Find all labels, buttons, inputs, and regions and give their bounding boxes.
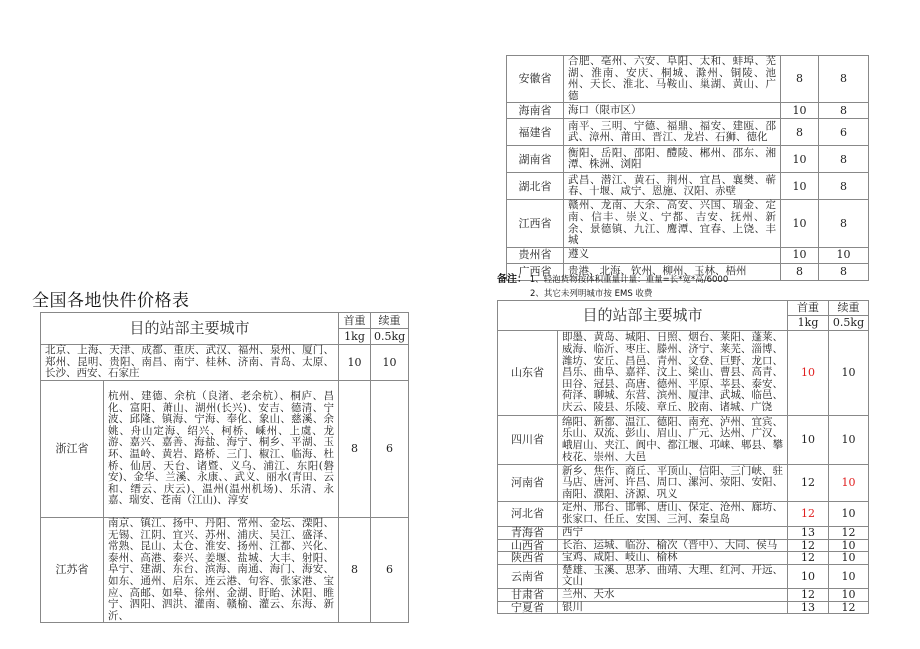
table-row — [498, 539, 869, 552]
cities: 合肥、亳州、六安、阜阳、太和、蚌埠、芜湖、淮南、安庆、桐城、滁州、铜陵、池州、天长、淮北、马鞍山、巢湖、黄山、广德 — [564, 56, 781, 103]
additional-price: 10 — [819, 247, 869, 263]
note-label: 备注： — [497, 274, 527, 285]
province: 贵州省 — [507, 247, 564, 263]
table-row — [507, 200, 869, 247]
first-price: 10 — [781, 146, 819, 173]
additional-price: 10 — [829, 502, 869, 527]
additional-price: 10 — [829, 539, 869, 552]
header-first-weight: 首重 — [788, 301, 829, 316]
table-row — [41, 345, 409, 381]
province: 山西省 — [498, 539, 558, 552]
cities: 南京、镇江、扬中、丹阳、常州、金坛、溧阳、无锡、江阴、宜兴、苏州、浦庆、吴江、盛泽、常熟、昆山、太仓、淮安、扬州、江都、兴化、泰州、高港、泰兴、姜堰、盐城、大丰、射阳、阜宁、建湖、东台、滨海、南通、海门、海安、如东、通州、启东、连云港、句容、张家港、宝应、高邮、如皋、徐州、金湖、盱眙、沭阳、睢宁、泗阳、泗洪、灌南、赣榆、灌云、东海、新沂、 — [104, 518, 339, 623]
province: 江苏省 — [41, 518, 104, 623]
table-row — [498, 502, 869, 527]
additional-price: 10 — [829, 465, 869, 502]
cities: 兰州、天水 — [558, 588, 788, 601]
cities: 定州、邢台、邯郸、唐山、保定、沧州、廊坊、张家口、任丘、安国、三河、秦皇岛 — [558, 502, 788, 527]
first-price: 10 — [781, 103, 819, 119]
province: 云南省 — [498, 564, 558, 588]
first-price: 12 — [788, 552, 829, 565]
price-table-top-right — [506, 55, 869, 281]
province: 陕西省 — [498, 552, 558, 565]
additional-price: 12 — [829, 601, 869, 614]
province: 湖南省 — [507, 146, 564, 173]
additional-price: 12 — [829, 527, 869, 540]
header-destination: 目的站部主要城市 — [41, 313, 339, 345]
additional-price: 8 — [819, 56, 869, 103]
header-additional-weight-unit: 0.5kg — [371, 329, 409, 345]
additional-price: 10 — [829, 416, 869, 465]
first-price: 8 — [781, 56, 819, 103]
table-row — [41, 381, 409, 518]
cities: 南平、三明、宁德、福鼎、福安、建瓯、邵武、漳州、莆田、晋江、龙岩、石狮、德化 — [564, 119, 781, 146]
additional-price: 10 — [371, 345, 409, 381]
additional-price: 10 — [829, 552, 869, 565]
note-2 — [530, 287, 652, 299]
cities: 新乡、焦作、商丘、平顶山、信阳、三门峡、驻马店、唐河、许昌、周口、漯河、荥阳、安阳、南阳、濮阳、济源、巩义 — [558, 465, 788, 502]
table-row — [507, 56, 869, 103]
province: 河南省 — [498, 465, 558, 502]
cities: 银川 — [558, 601, 788, 614]
province: 浙江省 — [41, 381, 104, 518]
first-price: 13 — [788, 601, 829, 614]
cities: 遵义 — [564, 247, 781, 263]
province: 山东省 — [498, 331, 558, 416]
province: 甘肃省 — [498, 588, 558, 601]
cities: 楚雄、玉溪、思茅、曲靖、大理、红河、开远、文山 — [558, 564, 788, 588]
cities: 宝鸡、咸阳、岐山、榆林 — [558, 552, 788, 565]
first-price: 12 — [788, 588, 829, 601]
first-price: 10 — [788, 564, 829, 588]
header-additional-weight-unit: 0.5kg — [829, 316, 869, 331]
first-price: 10 — [339, 345, 371, 381]
additional-price: 10 — [829, 331, 869, 416]
table-row — [498, 564, 869, 588]
table-row — [507, 103, 869, 119]
table-row — [507, 146, 869, 173]
note-1 — [497, 270, 728, 285]
header-destination: 目的站部主要城市 — [498, 301, 788, 331]
first-price: 10 — [788, 331, 829, 416]
table-row — [498, 331, 869, 416]
additional-price: 8 — [819, 200, 869, 247]
additional-price: 10 — [829, 564, 869, 588]
first-price: 13 — [788, 527, 829, 540]
table-row — [498, 465, 869, 502]
note-1-text: 1、轻泡货物按体积重量计量：重量=长*宽*高/6000 — [529, 275, 729, 285]
table-row — [498, 552, 869, 565]
additional-price: 6 — [371, 518, 409, 623]
cities: 绵阳、新都、温江、德阳、南充、泸州、宜宾、乐山、双流、彭山、眉山、广元、达州、广汉、峨眉山、夹江、阆中、都江堰、邛崃、郫县、攀枝花、崇州、大邑 — [558, 416, 788, 465]
header-first-weight: 首重 — [339, 313, 371, 329]
first-price: 8 — [339, 381, 371, 518]
first-price: 8 — [781, 263, 819, 280]
province: 河北省 — [498, 502, 558, 527]
note-2-text: 2、其它未列明城市按 EMS 收费 — [530, 289, 653, 299]
header-additional-weight: 续重 — [829, 301, 869, 316]
header-first-weight-unit: 1kg — [339, 329, 371, 345]
first-price: 8 — [339, 518, 371, 623]
province: 湖北省 — [507, 173, 564, 200]
cities: 衡阳、岳阳、邵阳、醴陵、郴州、邵东、湘潭、株洲、浏阳 — [564, 146, 781, 173]
additional-price: 8 — [819, 146, 869, 173]
province: 广西省 — [507, 263, 564, 280]
province: 青海省 — [498, 527, 558, 540]
cities: 武昌、潜江、黄石、荆州、宜昌、襄樊、蕲春、十堰、咸宁、恩施、汉阳、赤壁 — [564, 173, 781, 200]
additional-price: 8 — [819, 103, 869, 119]
additional-price: 8 — [819, 173, 869, 200]
cities: 海口（限市区） — [564, 103, 781, 119]
first-price: 10 — [788, 416, 829, 465]
table-row — [498, 588, 869, 601]
first-price: 10 — [781, 200, 819, 247]
province: 江西省 — [507, 200, 564, 247]
cities: 长治、运城、临汾、榆次（晋中）、大同、侯马 — [558, 539, 788, 552]
header-additional-weight: 续重 — [371, 313, 409, 329]
table-row — [507, 173, 869, 200]
first-price: 10 — [781, 173, 819, 200]
first-price: 12 — [788, 465, 829, 502]
cities: 西宁 — [558, 527, 788, 540]
table-row — [507, 119, 869, 146]
first-price: 10 — [781, 247, 819, 263]
province: 海南省 — [507, 103, 564, 119]
table-row — [41, 518, 409, 623]
header-first-weight-unit: 1kg — [788, 316, 829, 331]
province: 福建省 — [507, 119, 564, 146]
table-row — [498, 527, 869, 540]
cities: 赣州、龙南、大余、高安、兴国、瑞金、定南、信丰、崇义、宁都、吉安、抚州、新余、景德镇、九江、鹰潭、宜春、上饶、丰城 — [564, 200, 781, 247]
page-title: 全国各地快件价格表 — [32, 291, 190, 311]
additional-price: 10 — [829, 588, 869, 601]
price-table-left — [40, 312, 409, 623]
cities: 杭州、建德、余杭（良渚、老余杭）、桐庐、昌化、富阳、萧山、湖州(长兴)、安吉、德清、宁波、邱隆、镇海、宁海、奉化、象山、慈溪、余姚、舟山定海、绍兴、柯桥、嵊州、上虞、龙游、嘉兴、嘉善、海盐、海宁、桐乡、平湖、玉环、温岭、黄岩、路桥、三门、椒江、临海、杜桥、仙居、天台、诸暨、义乌、浦江、东阳(磐安)、金华、兰溪、永康、、武义、丽水(青田、云和、缙云、庆云)、温州(温州机场)、乐清、永嘉、瑞安、苍南（江山)、淳安 — [104, 381, 339, 518]
cities: 即墨、黄岛、城阳、日照、烟台、莱阳、蓬莱、威海、临沂、枣庄、滕州、济宁、莱芜、淄博、潍坊、安丘、昌邑、青州、文登、巨野、龙口、昌乐、曲阜、嘉祥、汶上、梁山、曹县、高青、田谷、冠县、高唐、德州、平原、莘县、泰安、荷泽、聊城、东营、滨州、厦津、武城、临邑、庆云、陵县、乐陵、章丘、胶南、诸城、广饶 — [558, 331, 788, 416]
cities: 北京、上海、天津、成都、重庆、武汉、福州、泉州、厦门、郑州、昆明、贵阳、南昌、南宁、桂林、济南、青岛、太原、长沙、西安、石家庄 — [41, 345, 339, 381]
price-table-bottom-right — [497, 300, 869, 614]
first-price: 8 — [781, 119, 819, 146]
cities: 贵港、北海、钦州、柳州、玉林、梧州 — [564, 263, 781, 280]
province: 安徽省 — [507, 56, 564, 103]
additional-price: 8 — [819, 263, 869, 280]
table-row — [498, 601, 869, 614]
table-row — [507, 247, 869, 263]
first-price: 12 — [788, 502, 829, 527]
table-row — [498, 416, 869, 465]
first-price: 12 — [788, 539, 829, 552]
additional-price: 6 — [371, 381, 409, 518]
additional-price: 6 — [819, 119, 869, 146]
province: 四川省 — [498, 416, 558, 465]
province: 宁夏省 — [498, 601, 558, 614]
